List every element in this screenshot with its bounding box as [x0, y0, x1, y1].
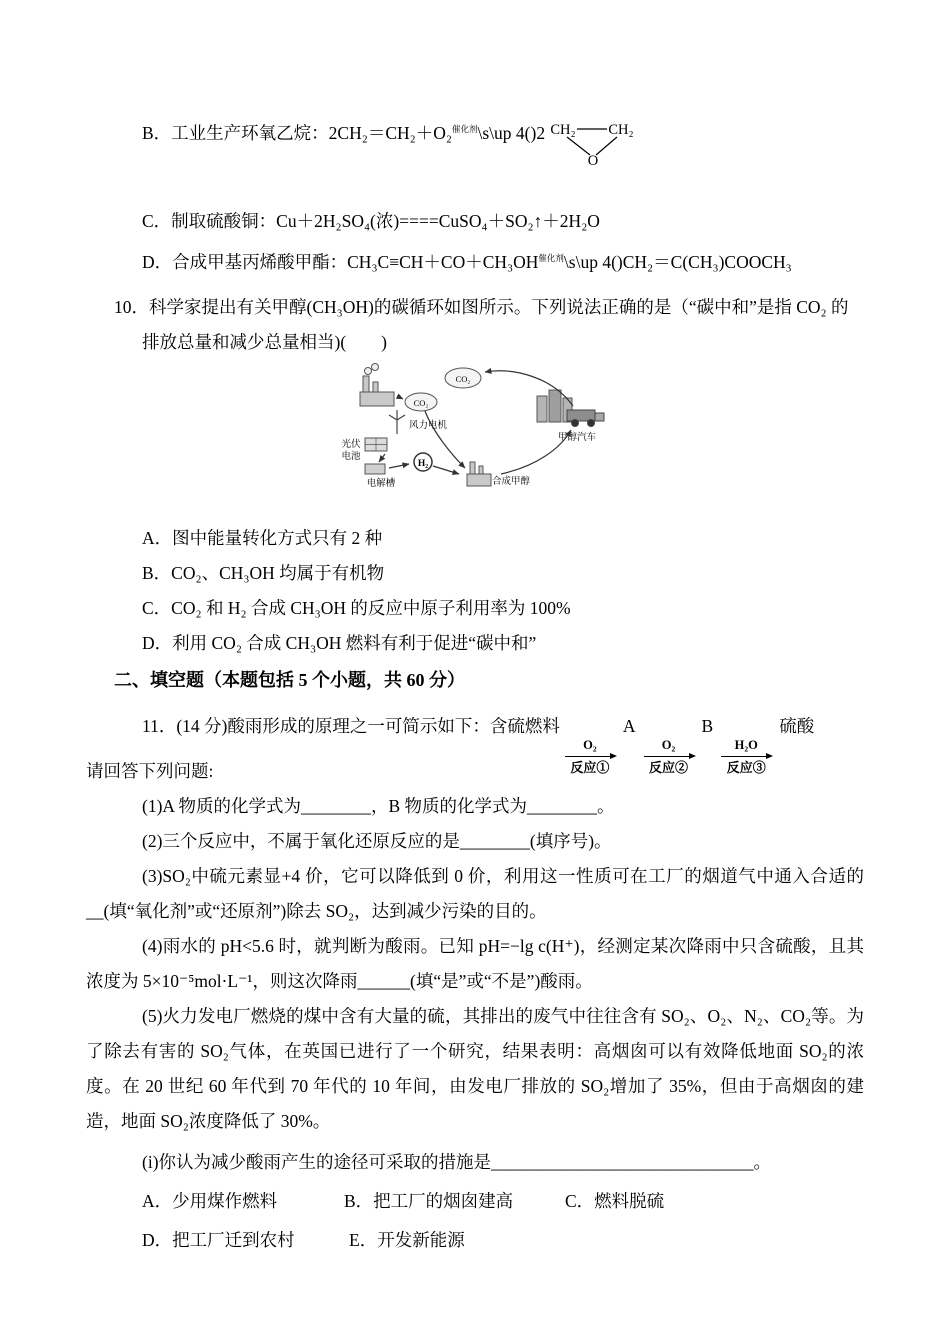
question-10-stem-line2: 排放总量和减少总量相当)( ) [142, 332, 387, 352]
measure-option-b: B．把工厂的烟囱建高 [344, 1191, 514, 1211]
arrow-line-2 [644, 756, 694, 757]
catalyst-condition-text-d: 催化剂 [538, 253, 564, 263]
section-2-heading: 二、填空题（本题包括 5 个小题，共 60 分） [114, 670, 465, 690]
arrow-h2-to-synthesis [433, 466, 459, 474]
epoxide-right-bond [596, 137, 617, 155]
epoxide-ch2-left: CH₂ [550, 122, 576, 138]
arrow-factory-to-co2 [397, 396, 403, 399]
measures-row-1 [86, 1184, 864, 1219]
solar-label-line2: 电池 [341, 452, 361, 462]
q10-option-a: A．图中能量转化方式只有 2 种 [142, 528, 383, 548]
substance-a: A [622, 716, 636, 736]
h2-label: H₂ [417, 459, 429, 469]
solar-label-line1: 光伏 [341, 440, 361, 450]
factory-icon [360, 364, 394, 407]
electrolyzer-icon [365, 464, 385, 474]
reaction-2-label: 反应② [649, 760, 689, 775]
q10-option-c: C．CO₂ 和 H₂ 合成 CH₃OH 的反应中原子利用率为 100% [142, 598, 571, 618]
catalyst-condition-text: 催化剂 [451, 124, 478, 134]
q11-part-4: (4)雨水的 pH<5.6 时，就判断为酸雨。已知 pH=−lg c(H⁺)，经测定某次降雨中只含硫酸，且其浓度为 5×10⁻⁵mol·L⁻¹，则这次降雨______(填“是”或“不是”)酸雨。 [86, 936, 864, 991]
measure-option-a: A．少用煤作燃料 [142, 1191, 278, 1211]
q11-part-i: (i)你认为减少酸雨产生的途径可采取的措施是______________________________。 [142, 1152, 772, 1172]
epoxide-ch2-right: CH₂ [608, 122, 634, 138]
epoxide-oxygen: O [587, 153, 599, 166]
arrow-renewables-to-electrolyzer [379, 454, 385, 462]
measures-row-2 [86, 1223, 864, 1258]
measure-option-e: E．开发新能源 [349, 1230, 465, 1250]
reaction-arrow-1 [565, 738, 615, 775]
option-d-product: CH₂＝C(CH₃)COOCH₃ [622, 252, 792, 272]
option-d-line [86, 241, 864, 280]
q11-prompt: 请回答下列问题: [86, 761, 214, 781]
electrolyzer-label: 电解槽 [366, 479, 396, 489]
measure-option-c: C．燃料脱硫 [565, 1191, 665, 1211]
q11-intro-text: 11．(14 分)酸雨形成的原理之一可简示如下：含硫燃料 [142, 716, 560, 736]
wind-turbine-icon [389, 410, 405, 434]
reaction-3-reagent: H₂O [734, 738, 758, 752]
arrow-line-1 [565, 756, 615, 757]
reaction-arrow-3 [721, 738, 771, 775]
field-code-text-d: \s\up 4() [563, 252, 623, 272]
q11-part-3: (3)SO₂中硫元素显+4 价，它可以降低到 0 价，利用这一性质可在工厂的烟道气中通入合适的__(填“氧化剂”或“还原剂”)除去 SO₂，达到减少污染的目的。 [86, 866, 864, 921]
substance-sulfuric-acid: 硫酸 [779, 716, 815, 736]
arrow-line-3 [721, 756, 771, 757]
co2-cloud-top-icon [445, 368, 481, 388]
hydrogen-icon [414, 453, 432, 471]
methanol-plant-icon [467, 462, 491, 486]
option-b-line [86, 112, 864, 170]
measure-option-d: D．把工厂迁到农村 [142, 1230, 295, 1250]
arrow-electrolyzer-to-h2 [389, 464, 409, 468]
reaction-1-reagent: O₂ [583, 738, 597, 752]
car-label: 甲醇汽车 [557, 433, 597, 443]
q11-part-1: (1)A 物质的化学式为________，B 物质的化学式为________。 [142, 796, 615, 816]
synthesis-label: 合成甲醇 [491, 477, 531, 487]
q10-option-d: D．利用 CO₂ 合成 CH₃OH 燃料有利于促进“碳中和” [142, 633, 537, 653]
ethylene-oxide-structure [547, 120, 639, 166]
figure-container [86, 362, 864, 517]
reaction-arrow-2 [644, 738, 694, 775]
q10-option-b: B．CO₂、CH₃OH 均属于有机物 [142, 563, 385, 583]
option-b-text: B．工业生产环氧乙烷：2CH₂＝CH₂＋O₂ [142, 123, 452, 143]
question-10-stem-line1: 10．科学家提出有关甲醇(CH₃OH)的碳循环如图所示。下列说法正确的是（“碳中和”是指 CO₂ 的 [114, 297, 849, 317]
methanol-carbon-cycle-diagram [305, 362, 645, 512]
co2-cloud-factory-icon [405, 393, 437, 411]
field-code-text-b: \s\up 4()2 [477, 123, 546, 143]
methanol-truck-icon [567, 410, 604, 427]
reaction-1-label: 反应① [570, 760, 610, 775]
solar-panel-icon [365, 438, 387, 451]
co2-top-label: CO₂ [455, 374, 471, 384]
option-c-line: C．制取硫酸铜：Cu＋2H₂SO₄(浓)====CuSO₄＋SO₂↑＋2H₂O [142, 211, 600, 231]
q11-part-2: (2)三个反应中，不属于氧化还原反应的是________(填序号)。 [142, 831, 612, 851]
reaction-3-label: 反应③ [726, 760, 766, 775]
q11-part-5: (5)火力发电厂燃烧的煤中含有大量的硫，其排出的废气中往往含有 SO₂、O₂、N₂、CO₂等。为了除去有害的 SO₂气体，在英国已进行了一个研究，结果表明：高烟囱可以有效降低地面 SO₂的浓度。在 20 世纪 60 年代到 70 年代的 10 年间，由发电厂排放的 SO₂增加了 35%，但由于高烟囱的建造，地面 SO₂浓度降低了 30%。 [86, 1006, 864, 1131]
substance-b: B [701, 716, 714, 736]
wind-label: 风力电机 [409, 421, 448, 431]
epoxide-left-bond [567, 137, 590, 155]
reaction-2-reagent: O₂ [661, 738, 676, 752]
option-d-text: D．合成甲基丙烯酸甲酯：CH₃C≡CH＋CO＋CH₃OH [142, 252, 539, 272]
co2-factory-label: CO₂ [413, 398, 429, 408]
